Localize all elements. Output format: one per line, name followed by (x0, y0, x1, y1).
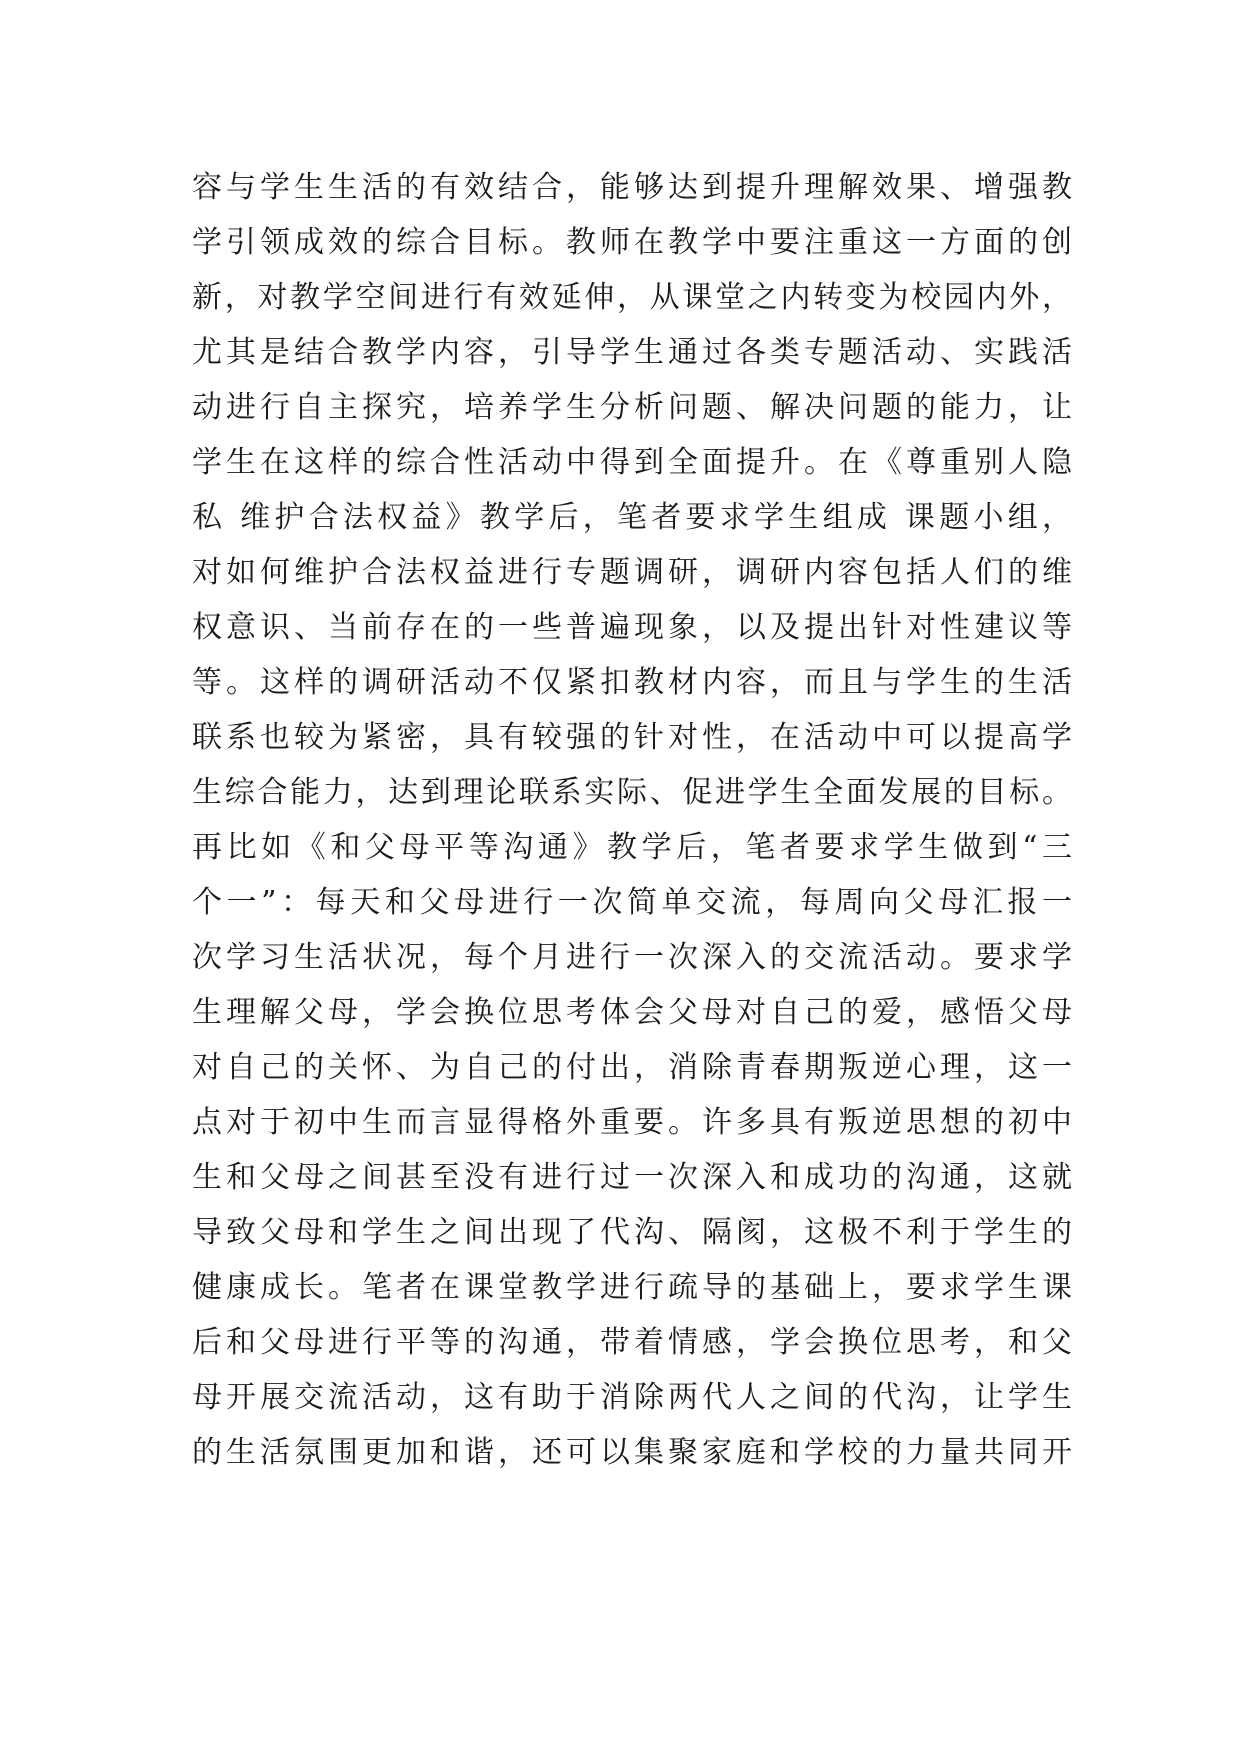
text-line: 联系也较为紧密，具有较强的针对性，在活动中可以提高学 (192, 720, 1072, 755)
text-line: 尤其是结合教学内容，引导学生通过各类专题活动、实践活 (192, 335, 1072, 370)
text-line: 容与学生生活的有效结合，能够达到提升理解效果、增强教 (192, 170, 1072, 205)
text-line: 等。这样的调研活动不仅紧扣教材内容，而且与学生的生活 (192, 665, 1072, 700)
text-line: 后和父母进行平等的沟通，带着情感，学会换位思考，和父 (192, 1325, 1072, 1360)
text-line: 学引领成效的综合目标。教师在教学中要注重这一方面的创 (192, 225, 1072, 260)
text-line: 母开展交流活动，这有助于消除两代人之间的代沟，让学生 (192, 1380, 1072, 1415)
text-line: 导致父母和学生之间出现了代沟、隔阂，这极不利于学生的 (192, 1215, 1072, 1250)
text-line: 权意识、当前存在的一些普遍现象，以及提出针对性建议等 (192, 610, 1072, 645)
text-line: 再比如《和父母平等沟通》教学后，笔者要求学生做到“三 (192, 830, 1072, 865)
text-line: 个一”：每天和父母进行一次简单交流，每周向父母汇报一 (192, 885, 1072, 920)
text-line: 次学习生活状况，每个月进行一次深入的交流活动。要求学 (192, 940, 1072, 975)
text-line: 生和父母之间甚至没有进行过一次深入和成功的沟通，这就 (192, 1160, 1072, 1195)
text-line: 对自己的关怀、为自己的付出，消除青春期叛逆心理，这一 (192, 1050, 1072, 1085)
text-line: 动进行自主探究，培养学生分析问题、解决问题的能力，让 (192, 390, 1072, 425)
text-line: 学生在这样的综合性活动中得到全面提升。在《尊重别人隐 (192, 445, 1072, 480)
text-line: 的生活氛围更加和谐，还可以集聚家庭和学校的力量共同开 (192, 1435, 1072, 1470)
text-line: 对如何维护合法权益进行专题调研，调研内容包括人们的维 (192, 555, 1072, 590)
body-paragraph (192, 160, 1072, 1480)
text-line: 健康成长。笔者在课堂教学进行疏导的基础上，要求学生课 (192, 1270, 1072, 1305)
text-line: 新，对教学空间进行有效延伸，从课堂之内转变为校园内外， (192, 280, 1072, 315)
text-line: 生理解父母，学会换位思考体会父母对自己的爱，感悟父母 (192, 995, 1072, 1030)
text-line: 私 维护合法权益》教学后，笔者要求学生组成 课题小组， (192, 500, 1072, 535)
text-line: 生综合能力，达到理论联系实际、促进学生全面发展的目标。 (192, 775, 1072, 810)
text-line: 点对于初中生而言显得格外重要。许多具有叛逆思想的初中 (192, 1105, 1072, 1140)
